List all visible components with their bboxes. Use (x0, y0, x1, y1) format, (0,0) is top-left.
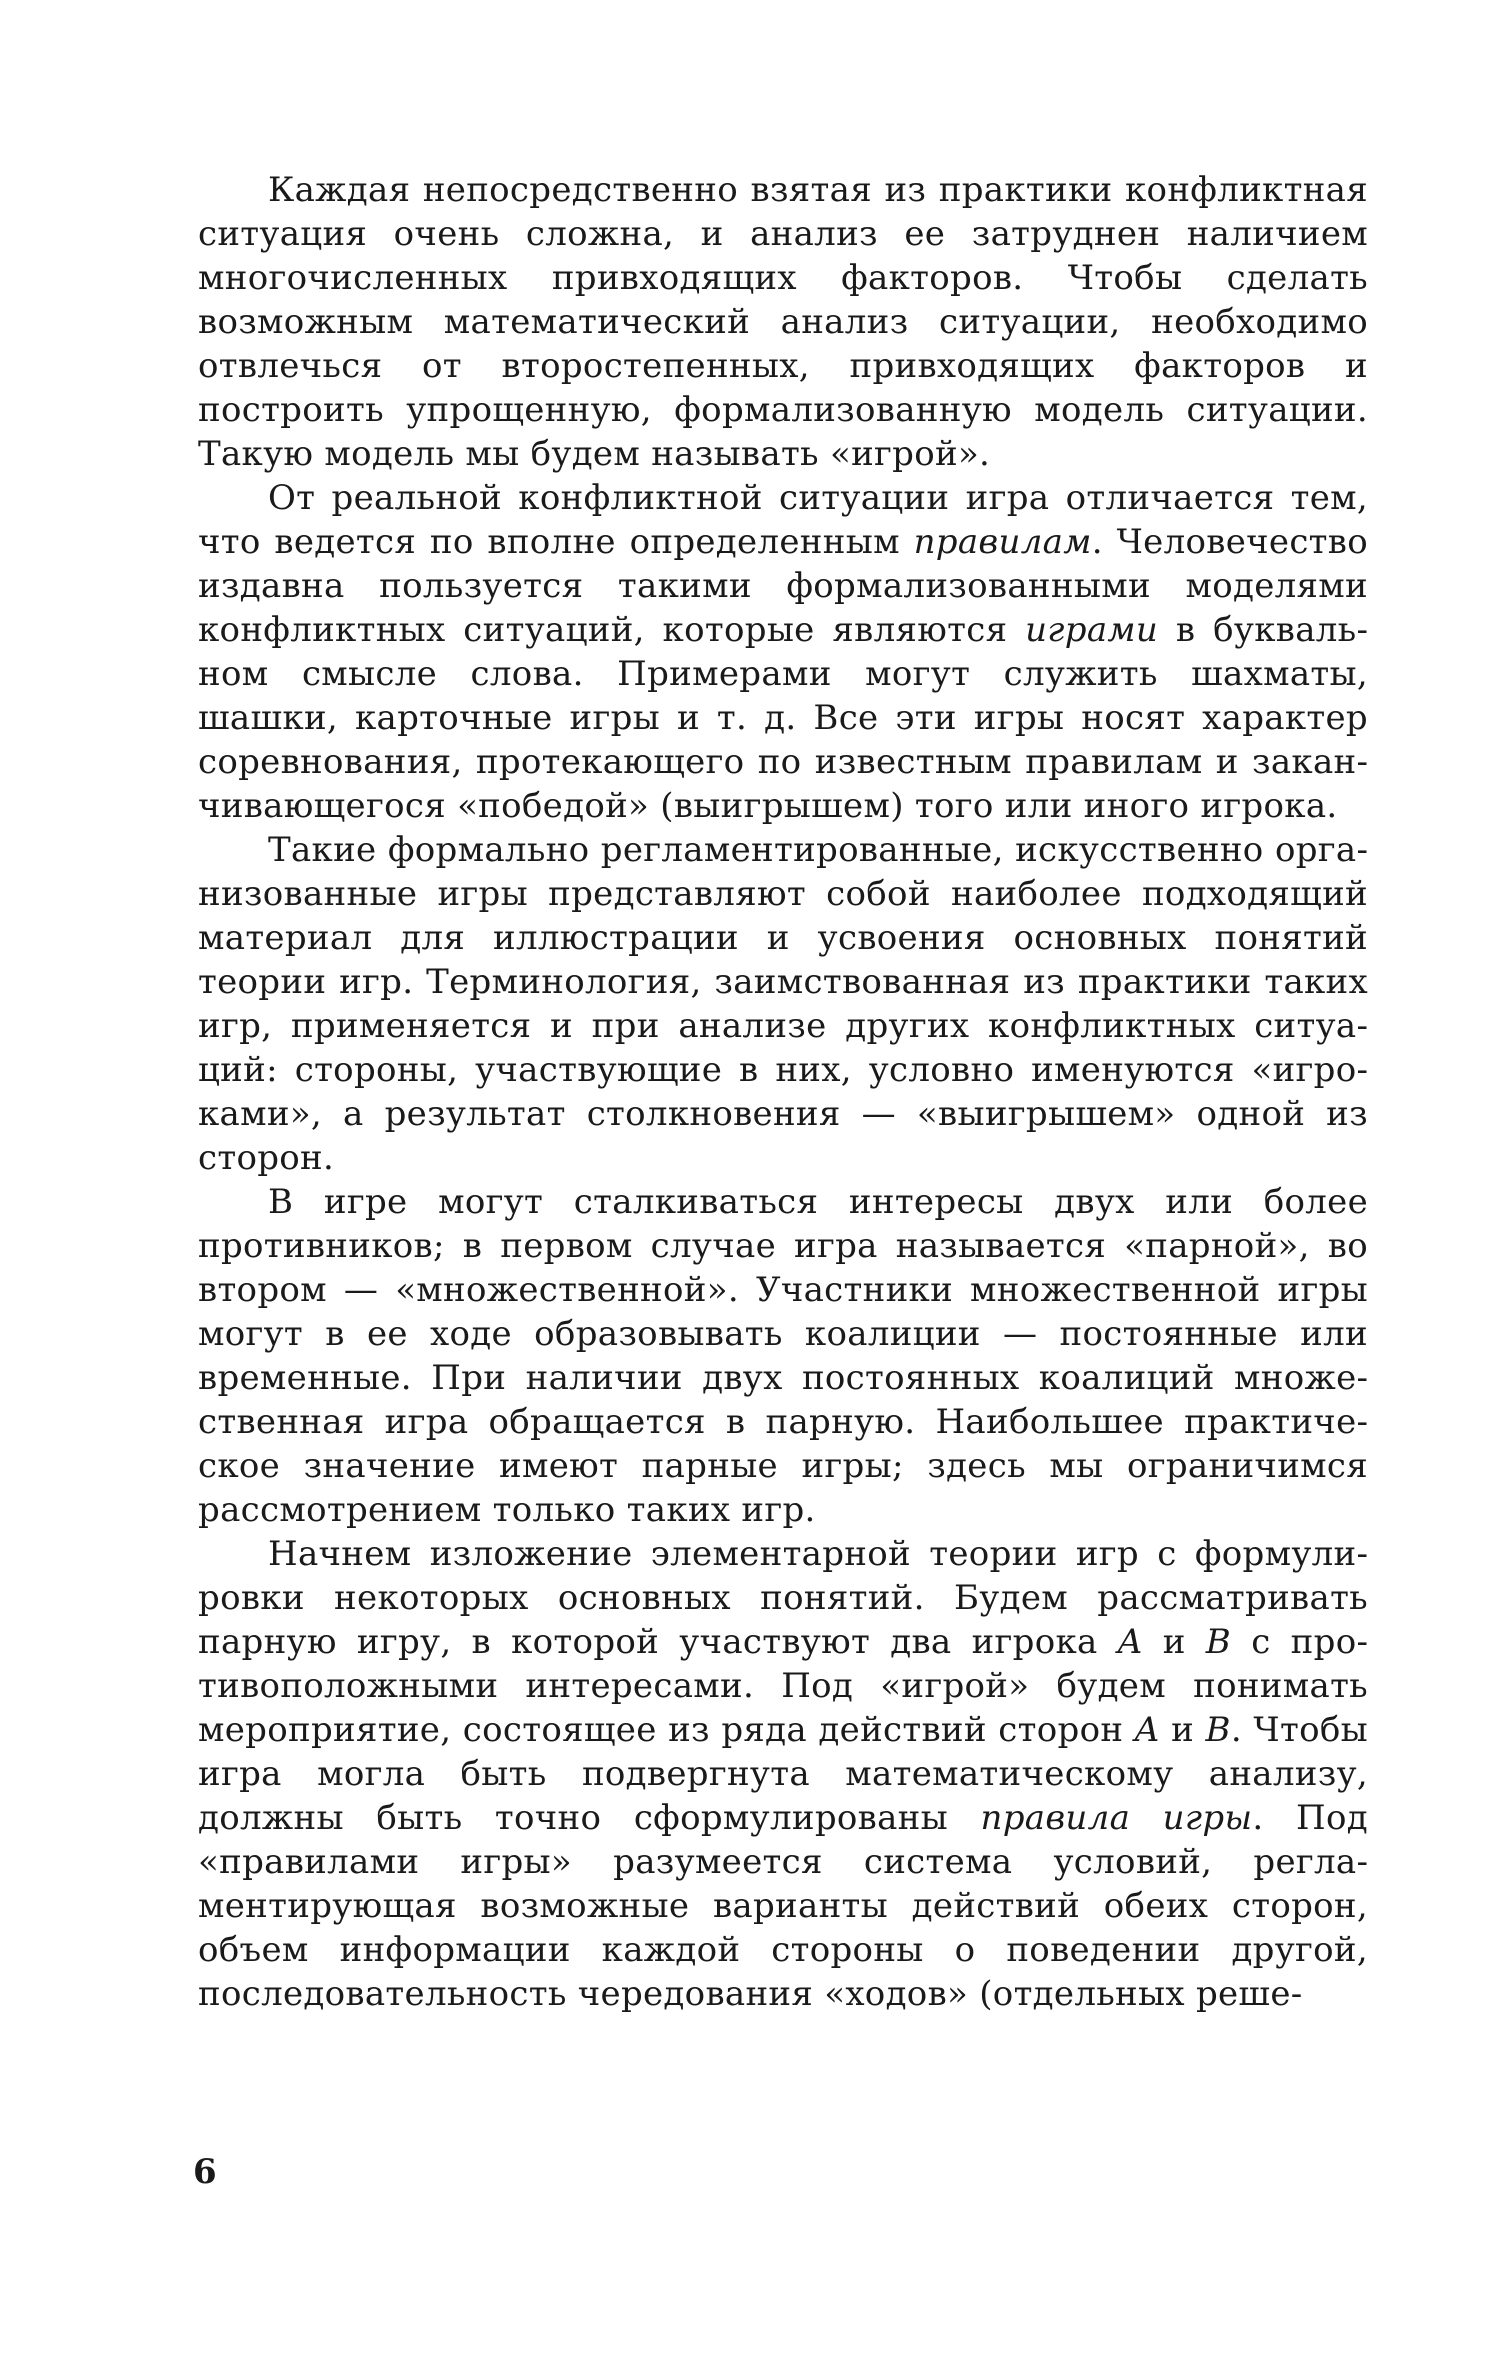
paragraph-1-text: Каждая непосредственно взятая из практики конфликтная ситуация очень сложна, и анализ ее затруднен наличием многочисленных привходящих факторов. Чтобы сделать возможным математический анализ ситуации, необходимо отвлечься от второстепенных, привходящих факторов и построить упрощенную, формализованную модель ситуации. Такую модель мы будем называть «игрой». (198, 170, 1368, 474)
italic-term-games: играми (1025, 610, 1159, 650)
paragraph-3-text: Такие формально регламентированные, искусственно организованные игры представляют собой наиболее подходящий материал для иллюстрации и усвоения основных понятий теории игр. Терминология, заимствованная из практики таких игр, применяется и при анализе других конфликтных ситуаций: стороны, участвующие в них, условно именуются «игроками», а результат столкновения — «выигрышем» одной из сторон. (198, 830, 1368, 1178)
paragraph-2-text-c: в буквальном смысле слова. Примерами могут служить шахматы, шашки, карточные игры и т. д. Все эти игры носят характер соревнования, протекающего по известным правилам и заканчивающегося «победой» (выигрышем) того или иного игрока. (198, 610, 1368, 826)
page-body (198, 168, 1368, 2016)
player-b-label-2: B (1205, 1710, 1231, 1750)
paragraph-1 (198, 168, 1368, 476)
paragraph-5-text-b: и (1142, 1622, 1206, 1662)
player-b-label: B (1205, 1622, 1232, 1662)
paragraph-2 (198, 476, 1368, 828)
player-a-label: A (1117, 1622, 1143, 1662)
paragraph-5-text-f: . Под «правилами игры» разумеется система условий, регламентирующая возможные варианты действий обеих сторон, объем информации каждой стороны о поведении другой, последовательность чередования «ходов» (отдельных реше- (198, 1798, 1369, 2014)
paragraph-4-text: В игре могут сталкиваться интересы двух или более противников; в первом случае игра называется «парной», во втором — «множественной». Участники множественной игры могут в ее ходе образовывать коалиции — постоянные или временные. При наличии двух постоянных коалиций множественная игра обращается в парную. Наибольшее практическое значение имеют парные игры; здесь мы ограничимся рассмотрением только таких игр. (198, 1182, 1368, 1530)
paragraph-3 (198, 828, 1368, 1180)
paragraph-5-text-c: с противоположными интересами. Под «игрой» будем понимать мероприятие, состоящее из ряда действий сторон (198, 1622, 1368, 1750)
paragraph-2-text-a: От реальной конфликтной ситуации игра отличается тем, что ведется по вполне определенным (198, 478, 1368, 562)
italic-term-rules: правилам (913, 522, 1092, 562)
player-a-label-2: A (1134, 1710, 1160, 1750)
paragraph-5 (198, 1532, 1368, 2016)
page-number: 6 (193, 2152, 217, 2192)
paragraph-4 (198, 1180, 1368, 1532)
paragraph-2-text-b: . Человечество издавна пользуется такими формализованными моделями конфликтных ситуаций, которые являются (198, 522, 1368, 650)
italic-term-game-rules: правила игры (980, 1798, 1253, 1838)
paragraph-5-text-e: . Чтобы игра могла быть подвергнута математическому анализу, должны быть точно сформулированы (198, 1710, 1368, 1838)
paragraph-5-text-a: Начнем изложение элементарной теории игр с формулировки некоторых основных понятий. Будем рассматривать парную игру, в которой участвуют два игрока (198, 1534, 1368, 1662)
paragraph-5-text-d: и (1159, 1710, 1206, 1750)
